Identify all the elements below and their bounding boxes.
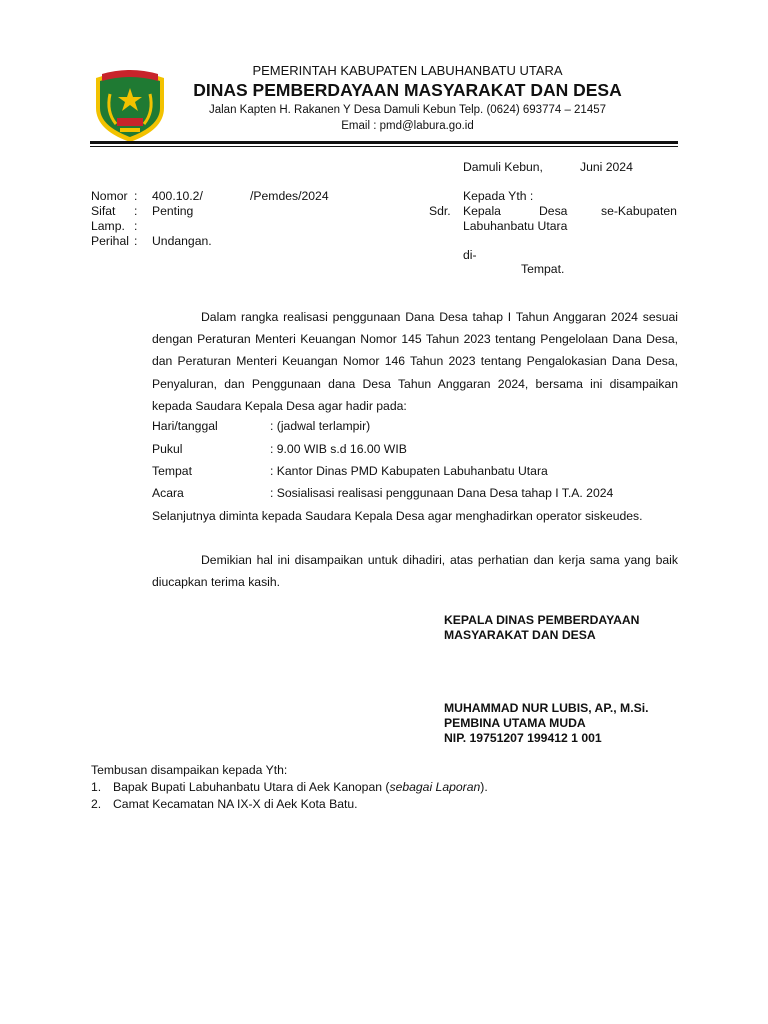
recipient-line2: Labuhanbatu Utara — [463, 219, 568, 233]
signature-rank: PEMBINA UTAMA MUDA — [444, 716, 586, 730]
signature-title-line2: MASYARAKAT DAN DESA — [444, 628, 596, 642]
schedule-value-place: : Kantor Dinas PMD Kabupaten Labuhanbatu Utara — [270, 464, 548, 478]
recipient-greeting: Kepada Yth : — [463, 189, 534, 203]
schedule-value-event: : Sosialisasi realisasi penggunaan Dana Desa tahap I T.A. 2024 — [270, 486, 614, 500]
cc-item-italic: sebagai Laporan — [389, 780, 481, 794]
cc-item-text: Bapak Bupati Labuhanbatu Utara di Aek Kanopan ( — [113, 780, 390, 794]
cc-item-tail: ). — [480, 780, 488, 794]
recipient-prefix: Sdr. — [429, 204, 451, 218]
meta-colon: : — [134, 234, 138, 248]
signature-nip: NIP. 19751207 199412 1 001 — [444, 731, 602, 745]
meta-label-sifat: Sifat — [91, 204, 116, 218]
cc-item-text: Camat Kecamatan NA IX-X di Aek Kota Batu. — [113, 797, 358, 811]
schedule-label-place: Tempat — [152, 464, 192, 478]
meta-label-nomor: Nomor — [91, 189, 128, 203]
meta-colon: : — [134, 204, 138, 218]
body-paragraph-1: Dalam rangka realisasi penggunaan Dana Desa tahap I Tahun Anggaran 2024 sesuai dengan Peraturan Menteri Keuangan Nomor 145 Tahun 2023 tentang Pengelolaan Dana Desa, dan Peraturan Menteri Keuangan Nomor 146 Tahun 2023 tentang Pengalokasian Dana Desa, Penyaluran, dan Penggunaan dana Desa Tahun Anggaran 2024, bersama ini disampaikan kepada Saudara Kepala Desa agar hadir pada: — [152, 310, 678, 413]
recipient-line1-word1: Kepala — [463, 204, 501, 218]
recipient-di: di- — [463, 248, 477, 262]
body-followup: Selanjutnya diminta kepada Saudara Kepala Desa agar menghadirkan operator siskeudes. — [152, 509, 643, 523]
schedule-value-date: : (jadwal terlampir) — [270, 419, 371, 433]
meta-value-sifat: Penting — [152, 204, 194, 218]
schedule-label-date: Hari/tanggal — [152, 419, 218, 433]
government-name: PEMERINTAH KABUPATEN LABUHANBATU UTARA — [252, 63, 563, 78]
body-closing: Demikian hal ini disampaikan untuk dihadiri, atas perhatian dan kerja sama yang baik diucapkan terima kasih. — [152, 553, 678, 590]
cc-item-number: 2. — [91, 797, 102, 811]
schedule-value-time: : 9.00 WIB s.d 16.00 WIB — [270, 442, 407, 456]
meta-label-lampiran: Lamp. — [91, 219, 125, 233]
signature-title-line1: KEPALA DINAS PEMBERDAYAAN — [444, 613, 640, 627]
schedule-label-time: Pukul — [152, 442, 183, 456]
agency-name: DINAS PEMBERDAYAAN MASYARAKAT DAN DESA — [193, 80, 622, 100]
meta-colon: : — [134, 189, 138, 203]
signature-name: MUHAMMAD NUR LUBIS, AP., M.Si. — [444, 701, 649, 715]
cc-item — [113, 797, 358, 811]
meta-value-perihal: Undangan. — [152, 234, 212, 248]
letterhead-rule-thin — [90, 146, 678, 147]
cc-item-number: 1. — [91, 780, 102, 794]
meta-label-perihal: Perihal — [91, 234, 129, 248]
letterhead-rule-thick — [90, 141, 678, 144]
letter-place: Damuli Kebun, — [463, 160, 543, 174]
agency-address: Jalan Kapten H. Rakanen Y Desa Damuli Kebun Telp. (0624) 693774 – 21457 — [208, 104, 607, 116]
letter-date: Juni 2024 — [580, 160, 633, 174]
meta-value-nomor-suffix: /Pemdes/2024 — [250, 189, 329, 203]
cc-item — [113, 780, 488, 794]
schedule-label-event: Acara — [152, 486, 184, 500]
meta-value-nomor: 400.10.2/ — [152, 189, 203, 203]
regency-emblem-logo — [90, 64, 170, 144]
recipient-tempat: Tempat. — [521, 262, 565, 276]
recipient-line1-word3: se-Kabupaten — [601, 204, 677, 218]
recipient-line1-word2: Desa — [539, 204, 568, 218]
agency-email: Email : pmd@labura.go.id — [341, 120, 474, 132]
cc-heading: Tembusan disampaikan kepada Yth: — [91, 763, 288, 777]
meta-colon: : — [134, 219, 138, 233]
